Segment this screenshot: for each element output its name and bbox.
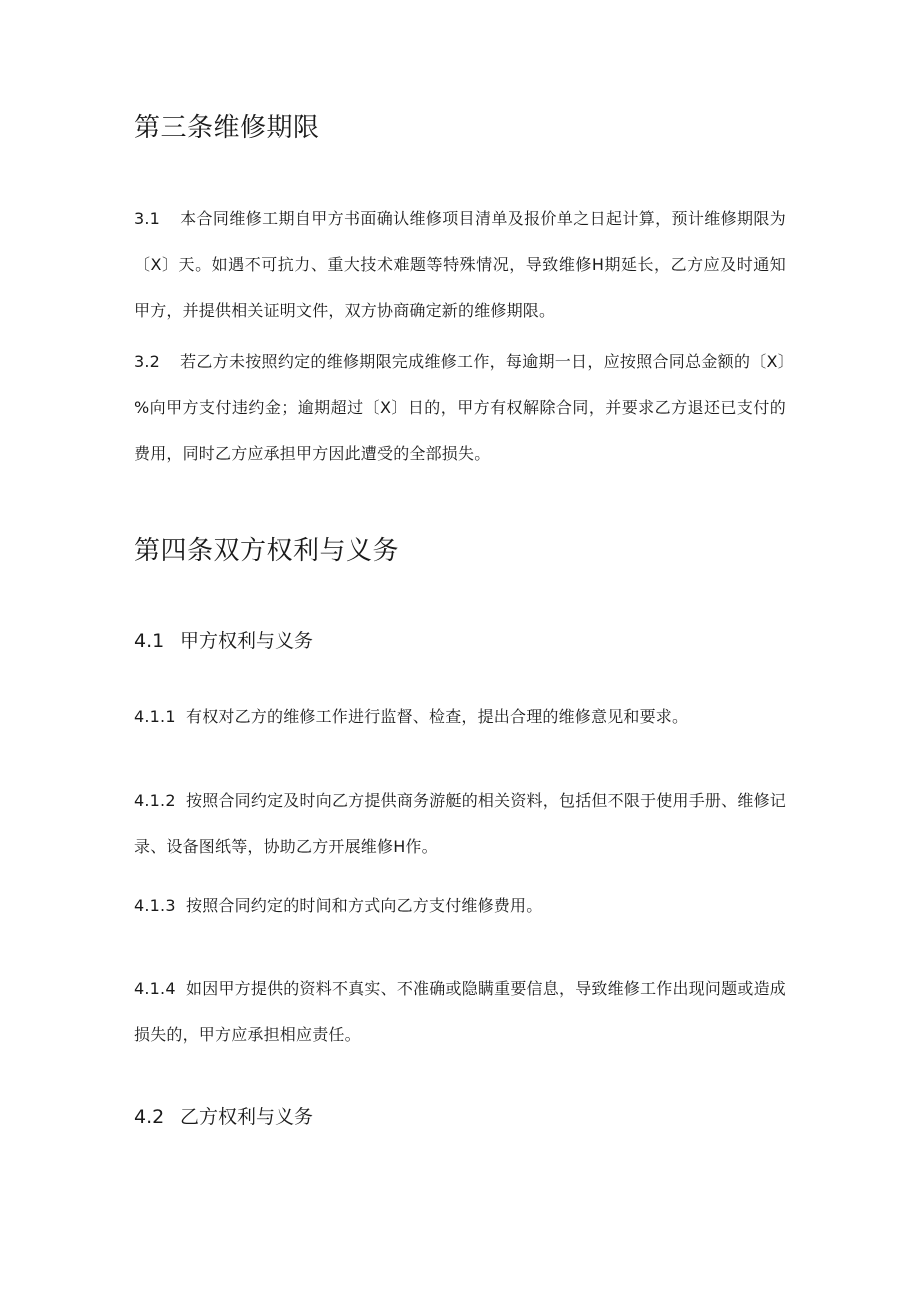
clause-text: 按照合同约定的时间和方式向乙方支付维修费用。 [186, 896, 543, 915]
clause-text: 按照合同约定及时向乙方提供商务游艇的相关资料，包括但不限于使用手册、维修记录、设备图纸等，协助乙方开展维修H作。 [134, 791, 786, 856]
clause-number: 4.1.1 [134, 707, 176, 726]
clause-number: 4.1.4 [134, 979, 176, 998]
clause-4-1-2 [134, 778, 786, 870]
section-4-1-heading [134, 628, 786, 654]
clause-text: 有权对乙方的维修工作进行监督、检查，提出合理的维修意见和要求。 [186, 707, 689, 726]
clause-number: 4.1.3 [134, 896, 176, 915]
article-3-title: 第三条维修期限 [134, 113, 320, 143]
clause-number: 3.2 [134, 352, 161, 371]
clause-number: 3.1 [134, 209, 161, 228]
article-4-title: 第四条双方权利与义务 [134, 536, 400, 566]
clause-number: 4.1.2 [134, 791, 176, 810]
clause-text: 若乙方未按照约定的维修期限完成维修工作，每逾期一日，应按照合同总金额的〔X〕%向甲方支付违约金；逾期超过〔X〕日的，甲方有权解除合同，并要求乙方退还已支付的费用，同时乙方应承担甲方因此遭受的全部损失。 [134, 352, 786, 463]
section-number: 4.2 [134, 1106, 165, 1128]
clause-text: 如因甲方提供的资料不真实、不准确或隐瞒重要信息，导致维修工作出现问题或造成损失的，甲方应承担相应责任。 [134, 979, 786, 1044]
section-4-2-heading [134, 1104, 786, 1130]
clause-text: 本合同维修工期自甲方书面确认维修项目清单及报价单之日起计算，预计维修期限为〔X〕天。如遇不可抗力、重大技术难题等特殊情况，导致维修H期延长，乙方应及时通知甲方，并提供相关证明文件，双方协商确定新的维修期限。 [134, 209, 786, 320]
clause-3-1 [134, 196, 786, 334]
clause-4-1-1 [134, 694, 786, 740]
section-title: 乙方权利与义务 [180, 1106, 314, 1128]
clause-4-1-4 [134, 966, 786, 1058]
clause-3-2 [134, 339, 786, 477]
section-number: 4.1 [134, 630, 165, 652]
clause-4-1-3 [134, 883, 786, 929]
section-title: 甲方权利与义务 [180, 630, 314, 652]
